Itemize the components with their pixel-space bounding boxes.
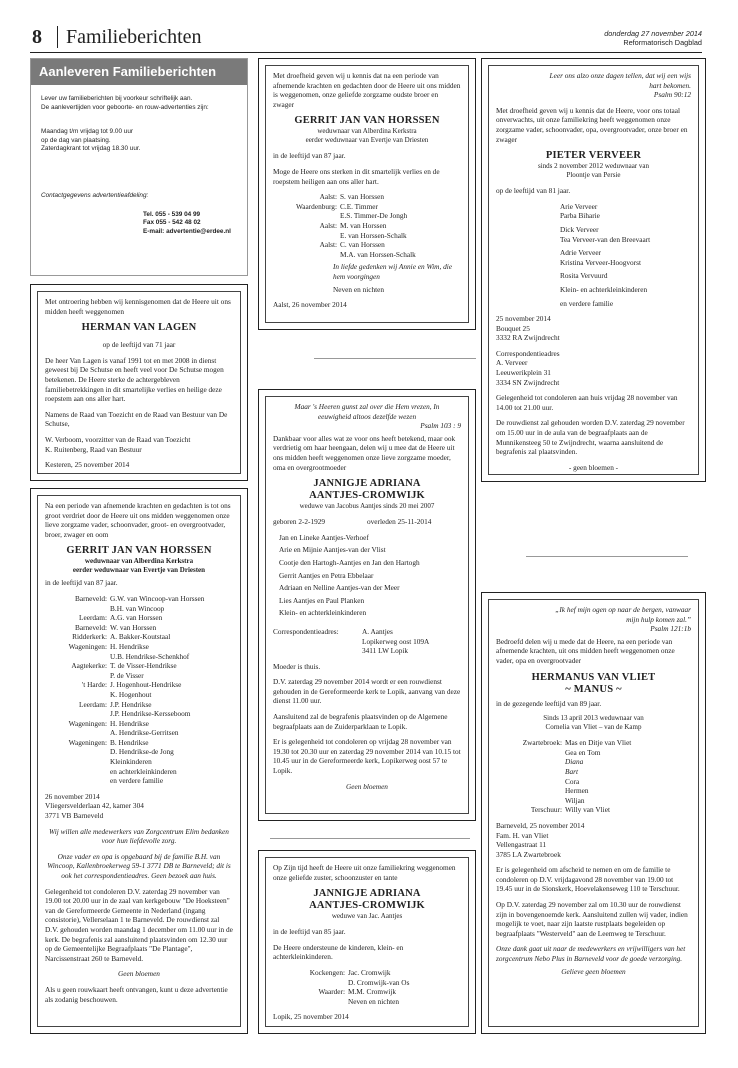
relatives-list: [45, 594, 233, 786]
relative-name: A. Bakker-Koutstaal: [110, 632, 171, 642]
notice-condolence: Er is gelegenheid tot condoleren op vrijdag 28 november van 19.30 tot 20.30 uur en zaterdag 29 november 2014 van 10.15 tot 10.45 uur in de Gereformeerde kerk, Lopikerweg oost 57 te Lopik.: [273, 737, 461, 776]
notice-pieter-verveer: [481, 58, 706, 482]
relative-name: P. de Visser: [110, 670, 144, 680]
relative-row: [45, 690, 233, 700]
relative-name: Bart: [565, 766, 578, 776]
notice-jannigje-adriana-aantjes-cromwijk-children: [258, 389, 476, 821]
relative-name: Adriaan en Nelline Aantjes-van der Meer: [279, 583, 400, 593]
column-rule: [270, 838, 470, 839]
relative-name: W. van Horssen: [110, 622, 157, 632]
correspondence-label: Correspondentieadres: [496, 348, 560, 358]
relative-row: [45, 767, 233, 777]
deceased-age: op de leeftijd van 81 jaar.: [496, 186, 571, 196]
deceased-age: in de leeftijd van 85 jaar.: [273, 927, 346, 937]
relative-place: Leerdam:: [79, 613, 107, 623]
relative-row: [45, 632, 233, 642]
relative-name: Gea en Tom: [565, 747, 601, 757]
relative-place: Kockengen:: [309, 967, 345, 977]
notice-intro: Met ontroering hebben wij kennisgenomen dat de Heere uit ons midden heeft weggenomen: [45, 297, 231, 316]
relative-name: Jac. Cromwijk: [348, 967, 391, 977]
relative-row: [45, 613, 233, 623]
relative-place: [45, 652, 107, 662]
relative-row: [45, 680, 233, 690]
notice-intro: Met droefheid geven wij u kennis dat na een periode van afnemende krachten en gedachten door de Heere uit ons midden is weggenomen, onze geliefde zorgzame oudste broer en zwager: [273, 71, 461, 109]
relative-place: [45, 776, 107, 786]
relative-place: Wageningen:: [68, 718, 107, 728]
deceased-subtitle: eerder weduwnaar van Evertje van Driesten: [305, 136, 429, 145]
relative-place: Waarder:: [318, 987, 345, 997]
notice-date: Barneveld, 25 november 2014: [496, 820, 585, 830]
relative-row: [496, 805, 691, 815]
relative-place: [273, 211, 337, 221]
born-date: geboren 2-2-1929: [273, 517, 326, 527]
notice-intro: Dankbaar voor alles wat ze voor ons heeft betekend, maar ook verdrietig om haar heengaan, delen wij u mee dat de Heere uit ons midden heeft weggenomen onze lieve zorgzame moeder, oma en overgrootmoeder: [273, 433, 456, 472]
relative-name: en achterkleinkinderen: [110, 766, 177, 776]
relative-name: H. Hendrikse: [110, 641, 149, 651]
notice-address: 3332 RA Zwijndrecht: [496, 333, 560, 343]
signature: W. Verboom, voorzitter van de Raad van Toezicht: [45, 434, 191, 444]
notice-date: 26 november 2014: [45, 791, 100, 801]
submit-info-text: Maandag t/m vrijdag tot 9.00 uur: [41, 128, 134, 136]
relative-row: [45, 652, 233, 662]
notice-condolence: Gelegenheid tot condoleren D.V. zaterdag 29 november van 19.00 tot 20.00 uur in de zaal van kerkgebouw "De Hoeksteen" van de Gereformeerde Gemeente in Nederland (ingang consistorie), Vellerselaan 1 te Barneveld. De rouwdienst zal D.V. gehouden worden maandag 1 december om 11.00 uur in de kerk. De begrafenis zal aansluitend plaatsvinden om 12.30 uur op de Gemeentelijke Begraafplaats "De Plantage", Narcissenstraat 260 te Barneveld.: [45, 886, 233, 963]
notice-place-date: Lopik, 25 november 2014: [273, 1012, 349, 1022]
deceased-subtitle: weduwnaar van Alberdina Kerkstra: [84, 557, 194, 566]
relative-name: Arie en Mijnie Aantjes-van der Vlist: [279, 545, 386, 555]
notice-home: Moeder is thuis.: [273, 661, 321, 671]
notice-intro: Met droefheid geven wij u kennis dat de Heere, voor ons totaal onverwachts, uit onze familiekring heeft weggenomen onze zorgzame vader, schoonvader, opa, overgrootvader, onze broer en zwager: [496, 105, 688, 144]
relative-name: Mas en Ditje van Vliet: [565, 738, 632, 748]
notice-intro: Bedroefd delen wij u mede dat de Heere, na een periode van afnemende krachten, uit ons midden heeft weggenomen onze vader, opa en overgrootvader: [496, 636, 675, 665]
notice-flowers: - geen bloemen -: [568, 462, 619, 472]
deceased-name: PIETER VERVEER: [545, 150, 642, 162]
deceased-age: in de leeftijd van 87 jaar.: [273, 151, 346, 161]
died-date: overleden 25-11-2014: [367, 517, 432, 527]
relative-row: [496, 796, 691, 806]
notice-verse: Maar 's Heeren gunst zal over die Hem vrezen, In eeuwigheid altoos dezelfde wezen: [294, 402, 440, 421]
relative-place: [45, 767, 107, 777]
relative-name: D. Hendrikse-de Jong: [110, 747, 174, 757]
relative-row: [45, 747, 233, 757]
relative-name: B.H. van Wincoop: [110, 603, 165, 613]
relative-row: [273, 978, 461, 988]
relative-place: [496, 748, 562, 758]
relative-place: Aalst:: [319, 192, 337, 202]
relative-name: Gerrit Aantjes en Petra Ebbelaar: [279, 570, 374, 580]
submit-info-title: Aanleveren Familieberichten: [31, 59, 247, 85]
relative-place: Terschuur:: [530, 805, 562, 815]
notice-body: Namens de Raad van Toezicht en de Raad van Bestuur van De Schutse,: [45, 409, 228, 429]
header-rule: [30, 52, 702, 53]
relative-place: [45, 604, 107, 614]
notice-service: D.V. zaterdag 29 november 2014 wordt er een rouwdienst gehouden in de Gereformeerde kerk te Lopik, aanvang van deze dienst 11.00 uur.: [273, 677, 461, 706]
relative-row: [45, 594, 233, 604]
relative-place: Barneveld:: [74, 622, 107, 632]
notice-verse-ref: Psalm 103 : 9: [420, 421, 461, 431]
relative-row: [496, 767, 691, 777]
relative-row: [496, 738, 691, 748]
relative-place: [45, 709, 107, 719]
relative-name: K. Hogenhout: [110, 689, 152, 699]
deceased-subtitle: weduwe van Jacobus Aantjes sinds 20 mei 2007: [299, 502, 435, 511]
notice-condolence: Er is gelegenheid om afscheid te nemen en om de familie te condoleren op D.V. vrijdagavond 28 november van 19.00 tot 19.45 uur in de Sionskerk, Hoevelakenseweg 110 te Terschuur.: [496, 865, 680, 894]
relative-row: [273, 240, 461, 250]
relative-name: S. van Horssen: [340, 192, 384, 202]
relative-place: Wageningen:: [68, 737, 107, 747]
notice-verse-ref: Psalm 90:12: [653, 90, 691, 100]
deceased-age: op de leeftijd van 71 jaar: [102, 340, 176, 350]
correspondence-address: A. Verveer: [496, 358, 528, 368]
relative-row: [45, 709, 233, 719]
relative-place: [496, 796, 562, 806]
relative-place: [496, 757, 562, 767]
deceased-name: AANTJES-CROMWIJK: [309, 900, 425, 912]
notice-memory: In liefde gedenken wij Annie en Wim, die hem voorgingen: [333, 262, 453, 281]
notice-nieces: Neven en nichten: [333, 284, 385, 294]
notice-address: Vellengastraat 11: [496, 840, 547, 850]
notice-gerrit-jan-van-horssen-siblings: [258, 58, 476, 330]
relative-name: H. Hendrikse: [110, 718, 149, 728]
notice-address: Vliegersvelderlaan 42, kamer 304: [45, 801, 144, 811]
relative-name: Kleinkinderen: [110, 757, 152, 767]
relative-name: Tea Verveer-van den Breevaart: [560, 234, 651, 244]
header-publication: Reformatorisch Dagblad: [623, 38, 702, 47]
notice-condolence: Gelegenheid tot condoleren aan huis vrijdag 28 november van 14.00 tot 21.00 uur.: [496, 393, 678, 412]
correspondence-address: Lopikerweg oost 109A: [362, 636, 430, 646]
notice-place-date: Aalst, 26 november 2014: [273, 300, 347, 310]
notice-flowers: Geen bloemen: [346, 781, 388, 791]
deceased-name: JANNIGJE ADRIANA: [313, 478, 421, 490]
section-title: Familieberichten: [66, 26, 202, 48]
relative-row: [273, 221, 461, 231]
notice-verse: „Ik hef mijn ogen op naar de bergen, vanwaar mijn hulp komen zal.”: [555, 605, 691, 624]
relative-name: Diana: [565, 757, 584, 767]
signature: K. Ruitenberg, Raad van Bestuur: [45, 444, 142, 454]
relative-row: [45, 642, 233, 652]
relative-place: Barneveld:: [74, 593, 107, 603]
relative-name: J. Hogenhout-Hendrikse: [110, 680, 182, 690]
relative-place: [273, 231, 337, 241]
deceased-name: AANTJES-CROMWIJK: [309, 490, 425, 502]
notice-date: 25 november 2014: [496, 314, 551, 324]
relatives-list: [496, 202, 691, 308]
notice-service: Op D.V. zaterdag 29 november zal om 10.30 uur de rouwdienst zijn in bovengenoemde kerk. Aansluitend zullen wij vader, indien mogelijk te voet, naar zijn laatste rustplaats begeleiden op begraafplaats "Westerveld" aan de Leemweg te Terschuur.: [496, 900, 688, 938]
relative-name: D. Cromwijk-van Os: [348, 977, 410, 987]
relative-row: [45, 623, 233, 633]
relative-row: [45, 604, 233, 614]
relative-place: [45, 757, 107, 767]
relative-row: [45, 700, 233, 710]
relatives-list: [273, 192, 461, 259]
notice-service: De rouwdienst zal gehouden worden D.V. zaterdag 29 november om 15.00 uur in de aula van de begraafplaats aan de Munnikensteeg 50 te Zwijndrecht, waarna aansluitend de begrafenis zal plaatsvinden.: [496, 418, 685, 457]
notice-flowers: Geen bloemen: [118, 969, 160, 979]
notice-body: De heer Van Lagen is vanaf 1991 tot en met 2008 in dienst geweest bij De Schutse en heeft veel voor De Schutse mogen betekenen. De Heere sterke de achtergebleven familiebetrekkingen in dit smartelijke verlies en heilige deze roepstem aan ons aller hart.: [45, 355, 224, 404]
deceased-name: GERRIT JAN VAN HORSSEN: [66, 545, 212, 557]
notice-note: Als u geen rouwkaart heeft ontvangen, kunt u deze advertentie als zodanig beschouwen.: [45, 984, 228, 1004]
column-rule: [314, 358, 476, 359]
relative-place: [45, 728, 107, 738]
relative-row: [496, 786, 691, 796]
relative-place: Aalst:: [319, 240, 337, 250]
relative-row: [273, 987, 461, 997]
notice-wish: Moge de Heere ons sterken in dit smartelijk verlies en de roepstem heiligen aan ons aller hart.: [273, 166, 440, 186]
relative-place: Leerdam:: [79, 699, 107, 709]
deceased-name: HERMAN VAN LAGEN: [81, 322, 197, 334]
deceased-age: in de leeftijd van 87 jaar.: [45, 578, 118, 588]
relative-place: [496, 786, 562, 796]
relative-row: [273, 211, 461, 221]
relative-name: Klein- en achterkleinkinderen: [560, 284, 648, 294]
notice-verse-ref: Psalm 121:1b: [650, 624, 691, 634]
deceased-name: GERRIT JAN VAN HORSSEN: [294, 115, 440, 127]
correspondence-address: A. Aantjes: [362, 626, 393, 636]
relative-name: Lies Aantjes en Paul Planken: [279, 595, 365, 605]
relative-name: M.A. van Horssen-Schalk: [340, 249, 416, 259]
relative-place: Waardenburg:: [295, 201, 337, 211]
relative-name: Cora: [565, 776, 580, 786]
relative-name: M. van Horssen: [340, 220, 387, 230]
relatives-list: [496, 738, 691, 815]
relative-name: M.M. Cromwijk: [348, 987, 397, 997]
deceased-nickname: ~ MANUS ~: [565, 683, 622, 695]
notice-address: Bouquet 25: [496, 323, 530, 333]
relative-place: 't Harde:: [81, 680, 107, 690]
deceased-subtitle: Sinds 13 april 2013 weduwnaar van: [543, 714, 644, 723]
notice-address: 3785 LA Zwartebroek: [496, 849, 561, 859]
notice-gerrit-jan-van-horssen-family: [30, 488, 248, 1034]
relative-name: T. de Visser-Hendrikse: [110, 661, 177, 671]
deceased-subtitle: eerder weduwnaar van Evertje van Driesten: [72, 566, 206, 575]
relative-name: J.P. Hendrikse-Kersseboom: [110, 709, 191, 719]
relative-place: [273, 250, 337, 260]
relative-name: U.B. Hendrikse-Schenkhof: [110, 651, 190, 661]
relative-name: Wiljan: [565, 795, 585, 805]
deceased-subtitle: weduwnaar van Alberdina Kerkstra: [317, 127, 417, 136]
relative-row: [45, 738, 233, 748]
relative-row: [496, 748, 691, 758]
notice-verse: Leer ons alzo onze dagen tellen, dat wij een wijs hart bekomen.: [549, 71, 691, 90]
deceased-subtitle: sinds 2 november 2012 weduwnaar van: [537, 162, 649, 171]
deceased-subtitle: weduwe van Jac. Aantjes: [331, 912, 403, 921]
relative-name: A. Hendrikse-Gerritsen: [110, 728, 179, 738]
deceased-subtitle: Cornelia van Vliet – van de Kamp: [545, 723, 642, 732]
submit-info-text: op de dag van plaatsing.: [41, 136, 111, 144]
correspondence-label: Correspondentieadres:: [273, 626, 339, 636]
relative-name: Kristina Verveer-Hoogvorst: [560, 257, 641, 267]
correspondence-address: Leeuwerikplein 31: [496, 368, 551, 378]
deceased-subtitle: Ploontje van Persie: [566, 171, 621, 180]
relative-row: [273, 968, 461, 978]
relative-row: [273, 997, 461, 1007]
submit-info-text: Lever uw familieberichten bij voorkeur schriftelijk aan.: [41, 95, 193, 102]
notice-thanks: Wij willen alle medewerkers van Zorgcentrum Elim bedanken voor hun liefdevolle zorg.: [49, 826, 229, 846]
notice-place-date: Kesteren, 25 november 2014: [45, 460, 130, 470]
relative-name: C. van Horssen: [340, 240, 385, 250]
relative-place: [496, 777, 562, 787]
relative-name: Hermen: [565, 786, 589, 796]
deceased-name: JANNIGJE ADRIANA: [313, 888, 421, 900]
relative-name: Neven en nichten: [348, 996, 400, 1006]
page-number: 8: [32, 26, 42, 48]
relative-name: en verdere familie: [560, 298, 614, 308]
contact-email[interactable]: E-mail: advertentie@erdee.nl: [143, 227, 231, 235]
relative-name: Arie Verveer: [560, 201, 598, 211]
relative-place: Wageningen:: [68, 641, 107, 651]
notice-wish: De Heere ondersteune de kinderen, klein- en achterkleinkinderen.: [273, 942, 404, 962]
correspondence-address: 3411 LW Lopik: [362, 646, 409, 656]
notice-address: 3771 VB Barneveld: [45, 811, 104, 821]
relative-row: [45, 776, 233, 786]
relative-name: Cootje den Hartogh-Aantjes en Jan den Hartogh: [279, 557, 420, 567]
relative-name: Adrie Verveer: [560, 248, 601, 258]
contact-tel: Tel. 055 - 539 04 99: [143, 210, 201, 218]
relative-place: Zwartebroek:: [522, 738, 562, 748]
relative-name: Klein- en achterkleinkinderen: [279, 608, 367, 618]
contact-fax: Fax 055 - 542 48 02: [143, 219, 201, 227]
submit-info-text: De aanlevertijden voor geboorte- en rouw-advertenties zijn:: [41, 103, 209, 111]
column-rule: [526, 556, 688, 557]
deceased-name: HERMANUS VAN VLIET: [531, 671, 656, 683]
relative-row: [496, 777, 691, 787]
relative-row: [45, 671, 233, 681]
relative-row: [273, 250, 461, 260]
notice-intro: Na een periode van afnemende krachten en gedachten is tot ons groot verdriet door de Heere uit ons midden weggenomen onze lieve zorgzame vader, schoonvader, groot- en overgrootvader, broer, zwager en oom: [45, 501, 231, 539]
relatives-list: [273, 968, 461, 1006]
notice-thanks: Onze dank gaat uit naar de medewerkers en vrijwilligers van het zorgcentrum Nebo Plus in Barneveld voor de goede verzorging.: [496, 944, 686, 964]
relative-place: [496, 767, 562, 777]
relative-name: en verdere familie: [110, 776, 164, 786]
notice-intro: Op Zijn tijd heeft de Heere uit onze familiekring weggenomen onze geliefde zuster, schoonzuster en tante: [273, 863, 456, 882]
relative-name: C.E. Timmer: [340, 201, 378, 211]
relative-row: [273, 192, 461, 202]
relative-name: Rosita Vervuurd: [560, 271, 608, 281]
relative-row: [273, 231, 461, 241]
relative-row: [45, 719, 233, 729]
submit-info-text: Zaterdagkrant tot vrijdag 18.30 uur.: [41, 145, 141, 153]
relative-place: Ridderkerk:: [72, 632, 107, 642]
relative-row: [45, 728, 233, 738]
notice-herman-van-lagen: [30, 284, 248, 481]
relative-place: [45, 747, 107, 757]
relative-row: [496, 757, 691, 767]
relative-name: G.W. van Wincoop-van Horssen: [110, 593, 205, 603]
notice-laid-out: Onze vader en opa is opgebaard bij de familie B.H. van Wincoop, Kallenbroekerweg 59-1 3771 DB te Barneveld; dit is ook het correspondentieadres. Geen bezoek aan huis.: [47, 851, 231, 880]
relative-name: B. Hendrikse: [110, 737, 149, 747]
relative-name: Parba Biharie: [560, 211, 600, 221]
relative-place: [273, 978, 345, 988]
relative-place: [45, 690, 107, 700]
relative-name: Willy van Vliet: [565, 805, 610, 815]
notice-hermanus-van-vliet: [481, 592, 706, 1034]
correspondence-address: 3334 SN Zwijndrecht: [496, 377, 560, 387]
relative-name: J.P. Hendrikse: [110, 699, 152, 709]
relative-row: [273, 202, 461, 212]
relative-name: E.S. Timmer-De Jongh: [340, 211, 408, 221]
relative-name: A.G. van Horssen: [110, 613, 163, 623]
relative-place: [273, 997, 345, 1007]
relative-place: [45, 671, 107, 681]
relative-place: Aalst:: [319, 220, 337, 230]
notice-address: Fam. H. van Vliet: [496, 830, 549, 840]
relative-row: [45, 757, 233, 767]
relative-name: E. van Horssen-Schalk: [340, 230, 407, 240]
relative-place: Aagtekerke:: [71, 661, 107, 671]
header-divider: [57, 26, 58, 48]
contact-heading: Contactgegevens advertentieafdeling:: [41, 191, 149, 199]
relative-row: [45, 661, 233, 671]
relatives-list: [273, 533, 461, 618]
submit-info-box: [30, 58, 248, 276]
notice-burial: Aansluitend zal de begrafenis plaatsvinden op de Algemene begraafplaats aan de Zuiderparklaan te Lopik.: [273, 712, 448, 731]
notice-jannigje-adriana-aantjes-cromwijk-siblings: [258, 850, 476, 1034]
relative-name: Dick Verveer: [560, 224, 599, 234]
notice-flowers: Gelieve geen bloemen: [561, 966, 626, 976]
header-date: donderdag 27 november 2014: [604, 29, 702, 38]
deceased-age: in de gezegende leeftijd van 89 jaar.: [496, 698, 602, 708]
relative-name: Jan en Lineke Aantjes-Verhoef: [279, 532, 369, 542]
